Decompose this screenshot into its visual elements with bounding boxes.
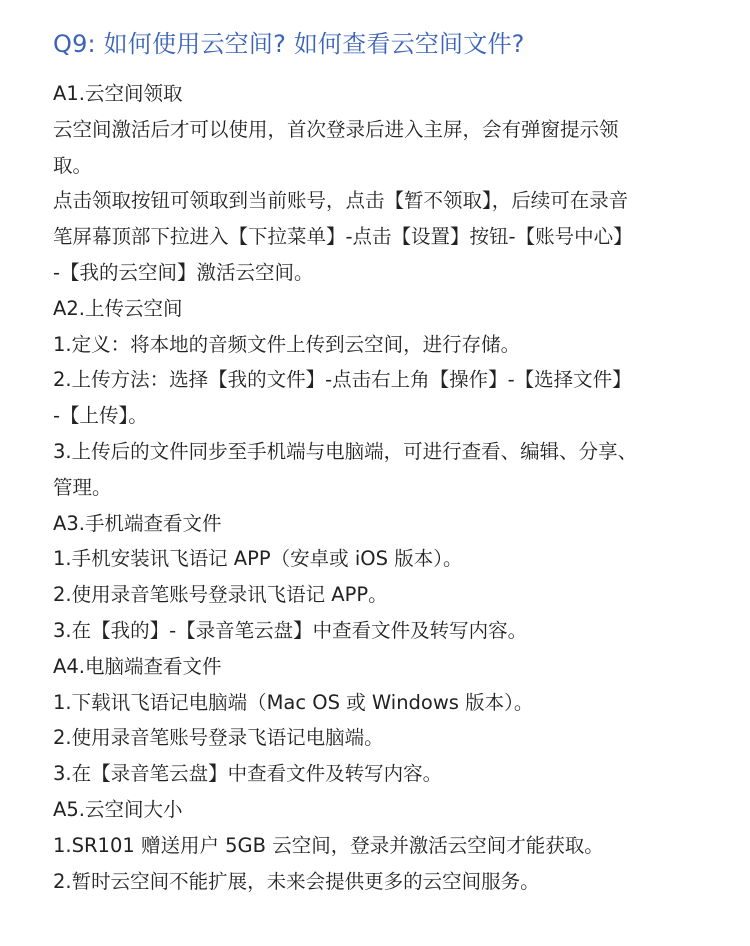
list-item: 3.在【我的】-【录音笔云盘】中查看文件及转写内容。	[53, 618, 528, 642]
section-heading-a3: A3.手机端查看文件	[53, 511, 222, 535]
list-item: 1.SR101 赠送用户 5GB 云空间，登录并激活云空间才能获取。	[53, 833, 604, 857]
section-heading-a2: A2.上传云空间	[53, 296, 183, 320]
faq-answer-body	[53, 76, 706, 899]
paragraph-line: 云空间激活后才可以使用，首次登录后进入主屏，会有弹窗提示领	[53, 117, 619, 141]
list-item: 2.使用录音笔账号登录飞语记电脑端。	[53, 726, 384, 750]
list-item: 1.手机安装讯飞语记 APP（安卓或 iOS 版本）。	[53, 547, 463, 571]
faq-question-title: Q9: 如何使用云空间? 如何查看云空间文件?	[53, 30, 525, 58]
paragraph-line: 取。	[53, 153, 93, 177]
section-heading-a5: A5.云空间大小	[53, 797, 183, 821]
list-item-continuation: 管理。	[53, 475, 112, 499]
list-item: 2.暂时云空间不能扩展，未来会提供更多的云空间服务。	[53, 869, 540, 893]
list-item: 3.上传后的文件同步至手机端与电脑端，可进行查看、编辑、分享、	[53, 439, 638, 463]
list-item: 2.上传方法：选择【我的文件】-点击右上角【操作】-【选择文件】	[53, 368, 632, 392]
paragraph-line: -【我的云空间】激活云空间。	[53, 260, 314, 284]
list-item: 2.使用录音笔账号登录讯飞语记 APP。	[53, 583, 388, 607]
paragraph-line: 笔屏幕顶部下拉进入【下拉菜单】-点击【设置】按钮-【账号中心】	[53, 225, 633, 249]
list-item: 1.定义：将本地的音频文件上传到云空间，进行存储。	[53, 332, 521, 356]
list-item: 3.在【录音笔云盘】中查看文件及转写内容。	[53, 762, 443, 786]
paragraph-line: 点击领取按钮可领取到当前账号，点击【暂不领取】，后续可在录音	[53, 189, 629, 213]
section-heading-a4: A4.电脑端查看文件	[53, 654, 222, 678]
list-item: 1.下载讯飞语记电脑端（Mac OS 或 Windows 版本）。	[53, 690, 534, 714]
section-heading-a1: A1.云空间领取	[53, 82, 183, 105]
list-item-continuation: -【上传】。	[53, 404, 148, 428]
